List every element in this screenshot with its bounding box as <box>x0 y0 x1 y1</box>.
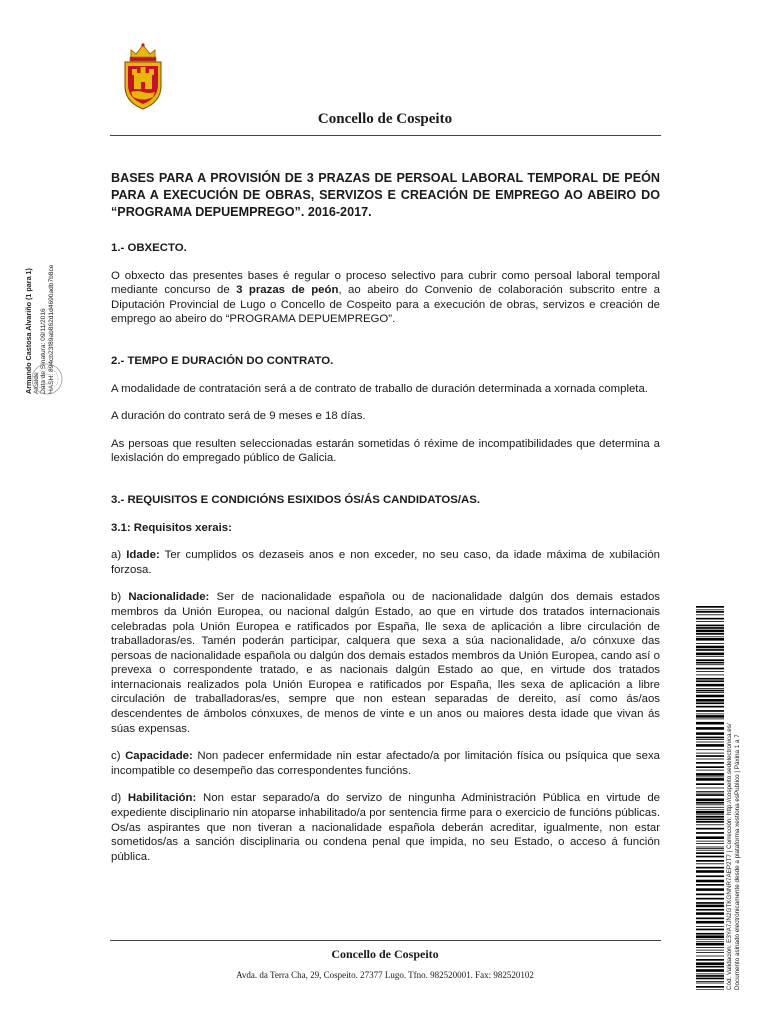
section-3-1-heading: 3.1: Requisitos xerais: <box>111 521 232 534</box>
section-1-heading: 1.- OBXECTO. <box>111 242 187 254</box>
verification-line-2: Documento asinado electrónicamente desde a plataforma xestiona esPublico | Páxina 1 a 7 <box>734 734 741 990</box>
document-title: BASES PARA A PROVISIÓN DE 3 PRAZAS DE PERSOAL LABORAL TEMPORAL DE PEÓN PARA A EXECUCIÓN DE OBRAS, SERVIZOS E CREACIÓN DE EMPREGO AO ABEIRO DO “PROGRAMA DEPUEMPREGO”. 2016-2017. <box>111 171 660 219</box>
item-label: Habilitación: <box>127 792 197 805</box>
verification-text <box>726 606 750 990</box>
item-label: Capacidade: <box>125 750 193 763</box>
section-2-paragraph-3: As persoas que resulten seleccionadas estarán sometidas ó réxime de incompatibilidades que determina a lexislación do empregado público de Galicia. <box>111 437 660 465</box>
document-body <box>111 170 660 864</box>
item-label: Idade: <box>126 549 160 562</box>
section-3-heading: 3.- REQUISITOS E CONDICIÓNS ESIXIDOS ÓS/ÁS CANDIDATOS/AS. <box>111 493 480 506</box>
requirement-c <box>111 749 660 778</box>
text-run: O obxecto das presentes bases é regular o proceso selectivo para cubrir como persoal laboral temporal mediante concurso de <box>111 269 660 297</box>
verification-line-1: Cód. Validación: E3YA7JN2GTKGNNR7AEP2T7 | Corrección: http://cospeito.sedelectronica.es/ <box>726 723 733 990</box>
section-2-paragraph-1: A modalidade de contratación será a de contrato de traballo de duración determinada a xornada completa. <box>111 382 648 395</box>
header-divider <box>110 135 661 136</box>
text-run: , ao abeiro do Convenio de colaboración subscrito entre a Diputación Provincial de Lugo o Concello de Cospeito para a execución de obras, servizos e creación de emprego ao abeiro do “PROGRAMA DEPUEMPREGO”. <box>111 284 660 326</box>
footer-org-name: Concello de Cospeito <box>331 947 439 961</box>
barcode-icon <box>696 606 724 990</box>
verification-block <box>696 606 752 990</box>
requirement-b <box>111 590 660 736</box>
item-text: Non estar separado/a do servizo de ningunha Administración Pública en virtude de expediente disciplinario nin atoparse inhabilitado/a por sentencia firme para o exercicio de funcións públicas. Os/as aspirantes que non tiveran a nacionalidade española deberán acreditar, igualmente, non estar sometidos/as a sanción disciplinaria ou condena penal que impida, no seu Estado, o acceso á función pública. <box>111 792 660 863</box>
signature-seal-icon <box>30 362 64 396</box>
coat-of-arms-icon <box>122 42 164 112</box>
item-prefix: d) <box>111 792 128 805</box>
signature-name: Armando Castosa Alvariño (1 para 1) <box>24 268 33 394</box>
section-2-heading: 2.- TEMPO E DURACIÓN DO CONTRATO. <box>111 354 334 367</box>
signature-date: Data de Sinatura: 09/11/2016 <box>40 308 47 394</box>
section-2-paragraph-2: A duración do contrato será de 9 meses e 18 días. <box>111 410 366 423</box>
item-text: Non padecer enfermidade nin estar afectado/a por limitación física ou psíquica que sexa incompatible co desempeño das correspondentes funcións. <box>111 750 660 777</box>
signature-role: Alcalde <box>32 372 40 394</box>
requirement-a <box>111 548 660 577</box>
item-prefix: b) <box>111 591 129 604</box>
header-org-name: Concello de Cospeito <box>317 111 453 127</box>
footer-address: Avda. da Terra Cha, 29, Cospeito. 27377 Lugo. Tfno. 982520001. Fax: 982520102 <box>236 970 534 980</box>
item-prefix: a) <box>111 549 127 562</box>
item-label: Nacionalidade: <box>128 591 210 604</box>
item-text: Ser de nacionalidade española ou de nacionalidade dalgún dos demais estados membros da Unión Europea, ou nacional dalgún Estado, ao que en virtude dos tratados internacionais celebradas pola Unión Europea e ratificados por España, lle sexa de aplicación a libre circulación de traballadoras/es. Tamén poderán participar, calquera que sexa a súa nacionalidade, a/o cónxuxe das persoas de nacionalidade española ou dalgún dos demais estados membros da Unión Europea, cando así o prevexa o correspondente tratado, e as nacionais dalgún Estado ao que, en virtude dos tratados internacionais realizados pola Unión Europea e ratificados por España, lles sexa de aplicación a libre circulación de traballadoras/es, sempre que non estean separadas de dereito, así como ás/aos descendentes de ámbolos cónxuxes, de menos de vinte e un anos ou maiores desta idade que vivan ás súas expensas. <box>111 591 660 735</box>
requirement-d <box>111 791 660 864</box>
signature-hash: HASH: 894cb23f89ab862d1d4690adb7b8ce <box>47 264 55 394</box>
footer-divider <box>110 940 661 941</box>
item-text: Ter cumplidos os dezaseis anos e non exceder, no seu caso, da idade máxima de xubilación forzosa. <box>111 549 661 576</box>
section-1-paragraph <box>111 269 660 327</box>
bold-run: 3 prazas de peón <box>236 284 339 297</box>
item-prefix: c) <box>111 750 126 763</box>
